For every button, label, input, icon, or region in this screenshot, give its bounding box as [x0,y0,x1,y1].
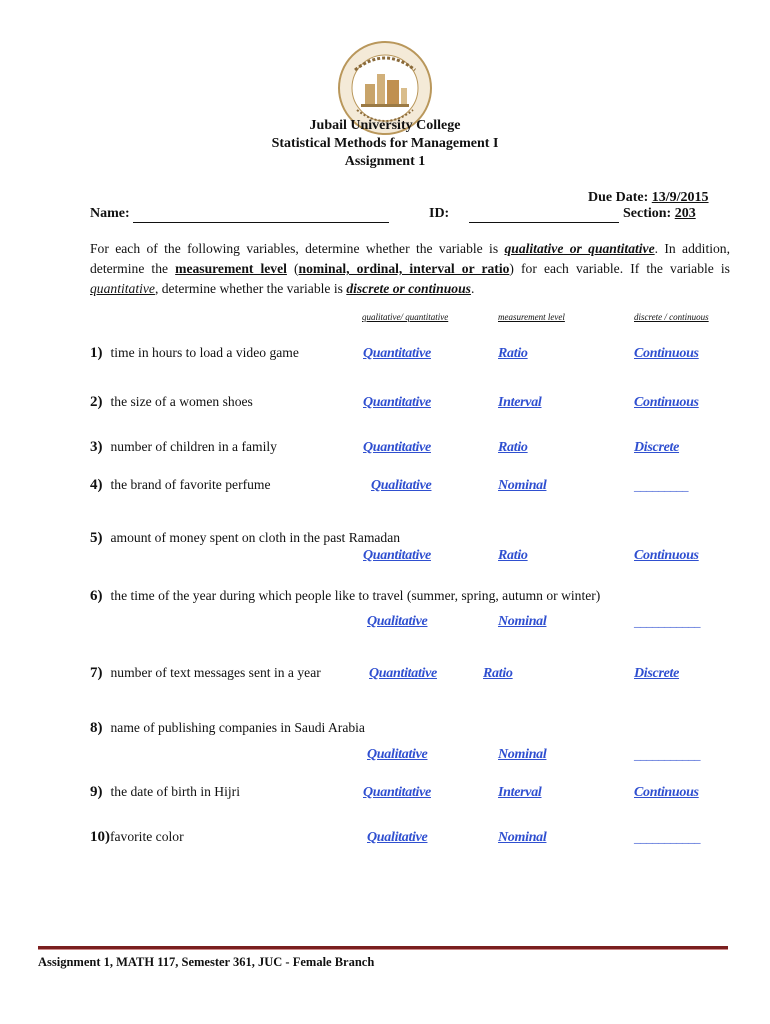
question-4: 4) the brand of favorite perfume [90,477,271,493]
due-date: Due Date: 13/9/2015 [588,190,709,205]
answer-10-level[interactable]: Nominal [498,830,547,845]
answer-4-level[interactable]: Nominal [498,478,547,493]
answer-5-type[interactable]: Quantitative [363,548,431,563]
assignment-title: Assignment 1 [344,154,426,169]
question-1: 1) time in hours to load a video game [90,345,299,361]
answer-8-dc[interactable]: ___________ [634,747,700,762]
answer-2-level[interactable]: Interval [498,395,542,410]
answer-7-type[interactable]: Quantitative [369,666,437,681]
answer-9-dc[interactable]: Continuous [634,785,699,800]
answer-6-type[interactable]: Qualitative [367,614,428,629]
id-field[interactable]: ID: [429,206,619,223]
name-blank[interactable] [133,206,389,223]
answer-9-type[interactable]: Quantitative [363,785,431,800]
answer-5-level[interactable]: Ratio [498,548,528,563]
question-5: 5) amount of money spent on cloth in the past Ramadan [90,530,401,546]
answer-7-level[interactable]: Ratio [483,666,513,681]
answer-1-level[interactable]: Ratio [498,346,528,361]
name-field[interactable]: Name: [90,206,389,223]
id-blank[interactable] [469,206,619,223]
answer-2-dc[interactable]: Continuous [634,395,699,410]
answer-2-type[interactable]: Quantitative [363,395,431,410]
college-title: Jubail University College [309,118,461,133]
answer-8-level[interactable]: Nominal [498,747,547,762]
column-header-dc: discrete / continuous [634,312,709,322]
column-header-level: measurement level [498,312,565,322]
answer-10-type[interactable]: Qualitative [367,830,428,845]
answer-9-level[interactable]: Interval [498,785,542,800]
section: Section: 203 [623,206,696,221]
answer-1-dc[interactable]: Continuous [634,346,699,361]
footer-text: Assignment 1, MATH 117, Semester 361, JUC - Female Branch [38,955,375,969]
question-10: 10)favorite color [90,829,184,845]
answer-6-dc[interactable]: ___________ [634,614,700,629]
answer-1-type[interactable]: Quantitative [363,346,431,361]
answer-6-level[interactable]: Nominal [498,614,547,629]
answer-3-type[interactable]: Quantitative [363,440,431,455]
answer-10-dc[interactable]: ___________ [634,830,700,845]
question-9: 9) the date of birth in Hijri [90,784,240,800]
instructions: For each of the following variables, determine whether the variable is qualitative or quantitative. In addition, determine the measurement level (nominal, ordinal, interval or ratio) for each variable. If the variable is quantitative, determine whether the variable is discrete or continuous. [90,241,730,296]
question-3: 3) number of children in a family [90,439,277,455]
answer-3-dc[interactable]: Discrete [634,440,680,455]
answer-7-dc[interactable]: Discrete [634,666,680,681]
question-6: 6) the time of the year during which people like to travel (summer, spring, autumn or winter) [90,588,601,604]
column-header-type: qualitative/ quantitative [362,312,449,322]
course-title: Statistical Methods for Management I [271,136,499,151]
question-2: 2) the size of a women shoes [90,394,253,410]
answer-4-type[interactable]: Qualitative [371,478,432,493]
answer-5-dc[interactable]: Continuous [634,548,699,563]
answer-4-dc[interactable]: _________ [634,478,688,493]
question-7: 7) number of text messages sent in a year [90,665,321,681]
answer-8-type[interactable]: Qualitative [367,747,428,762]
footer-divider [38,946,728,950]
question-8: 8) name of publishing companies in Saudi Arabia [90,720,365,736]
answer-3-level[interactable]: Ratio [498,440,528,455]
